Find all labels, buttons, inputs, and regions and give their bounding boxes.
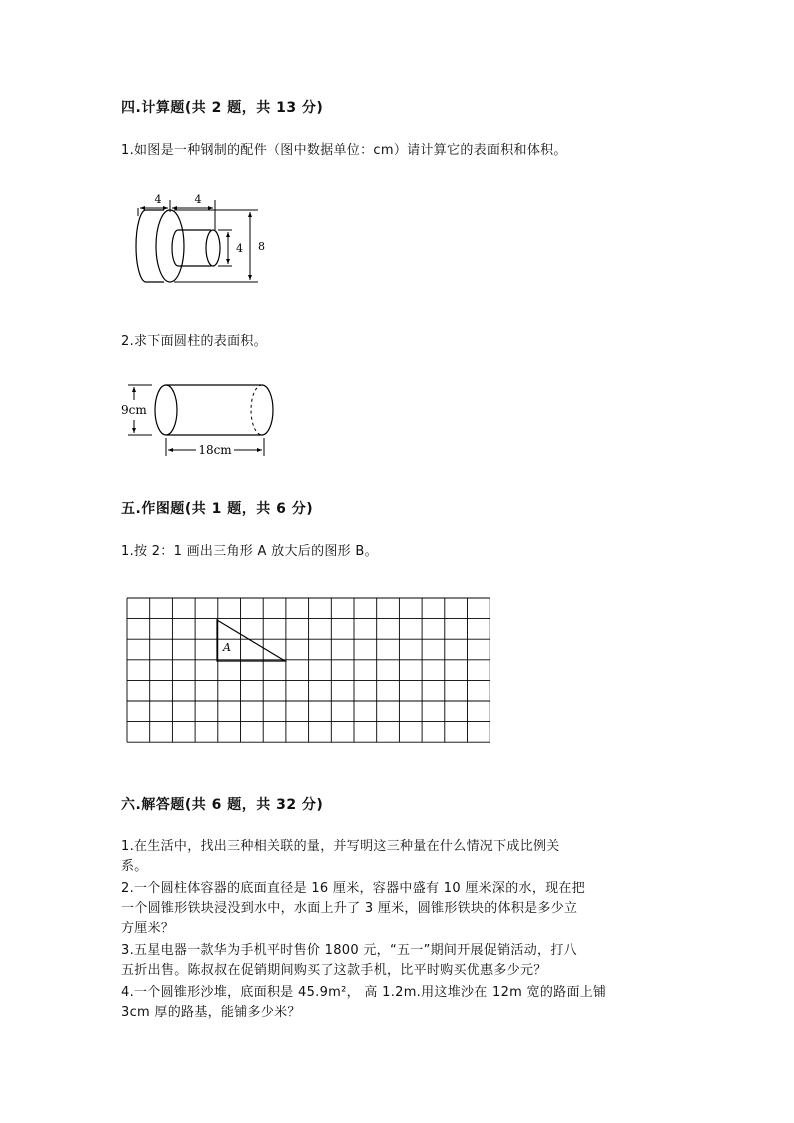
dim-label-big-height: 8 (258, 240, 265, 253)
section-6-heading: 六.解答题(共 6 题，共 32 分) (121, 797, 324, 813)
s4-question-2-text: 2.求下面圆柱的表面积。 (121, 334, 268, 349)
dim-label-left-4: 4 (154, 193, 162, 206)
s6-line: 3cm 厚的路基，能铺多少米？ (121, 1005, 301, 1020)
s6-line: 方厘米？ (121, 921, 175, 936)
dim-label-mid-4: 4 (194, 193, 202, 206)
cylinder-height-label: 9cm (121, 403, 147, 417)
s6-line: 3.五星电器一款华为手机平时售价 1800 元，“五一”期间开展促销活动，打八 (121, 943, 577, 958)
s6-line: 系。 (121, 859, 148, 874)
cylinder-length-label: 18cm (198, 443, 232, 457)
s4-question-1-text: 1.如图是一种钢制的配件（图中数据单位：cm）请计算它的表面积和体积。 (121, 143, 567, 158)
cylinder-diagram (118, 376, 288, 466)
dim-label-small-height: 4 (236, 242, 243, 255)
grid-drawing-area (126, 597, 490, 751)
s6-line: 4.一个圆锥形沙堆，底面积是 45.9m²， 高 1.2m.用这堆沙在 12m 宽的路面上铺 (121, 985, 607, 1000)
s6-line: 一个圆锥形铁块浸没到水中，水面上升了 3 厘米，圆锥形铁块的体积是多少立 (121, 901, 578, 916)
section-5-heading: 五.作图题(共 1 题，共 6 分) (121, 501, 314, 517)
s5-question-1-text: 1.按 2：1 画出三角形 A 放大后的图形 B。 (121, 544, 378, 559)
s6-line: 2.一个圆柱体容器的底面直径是 16 厘米，容器中盛有 10 厘米深的水，现在把 (121, 881, 586, 896)
s6-line: 1.在生活中，找出三种相关联的量，并写明这三种量在什么情况下成比例关 (121, 839, 560, 854)
section-4-heading: 四.计算题(共 2 题，共 13 分) (121, 100, 324, 116)
steel-part-diagram (118, 188, 278, 288)
s6-line: 五折出售。陈叔叔在促销期间购买了这款手机，比平时购买优惠多少元？ (121, 963, 547, 978)
triangle-a-label: A (223, 641, 231, 654)
